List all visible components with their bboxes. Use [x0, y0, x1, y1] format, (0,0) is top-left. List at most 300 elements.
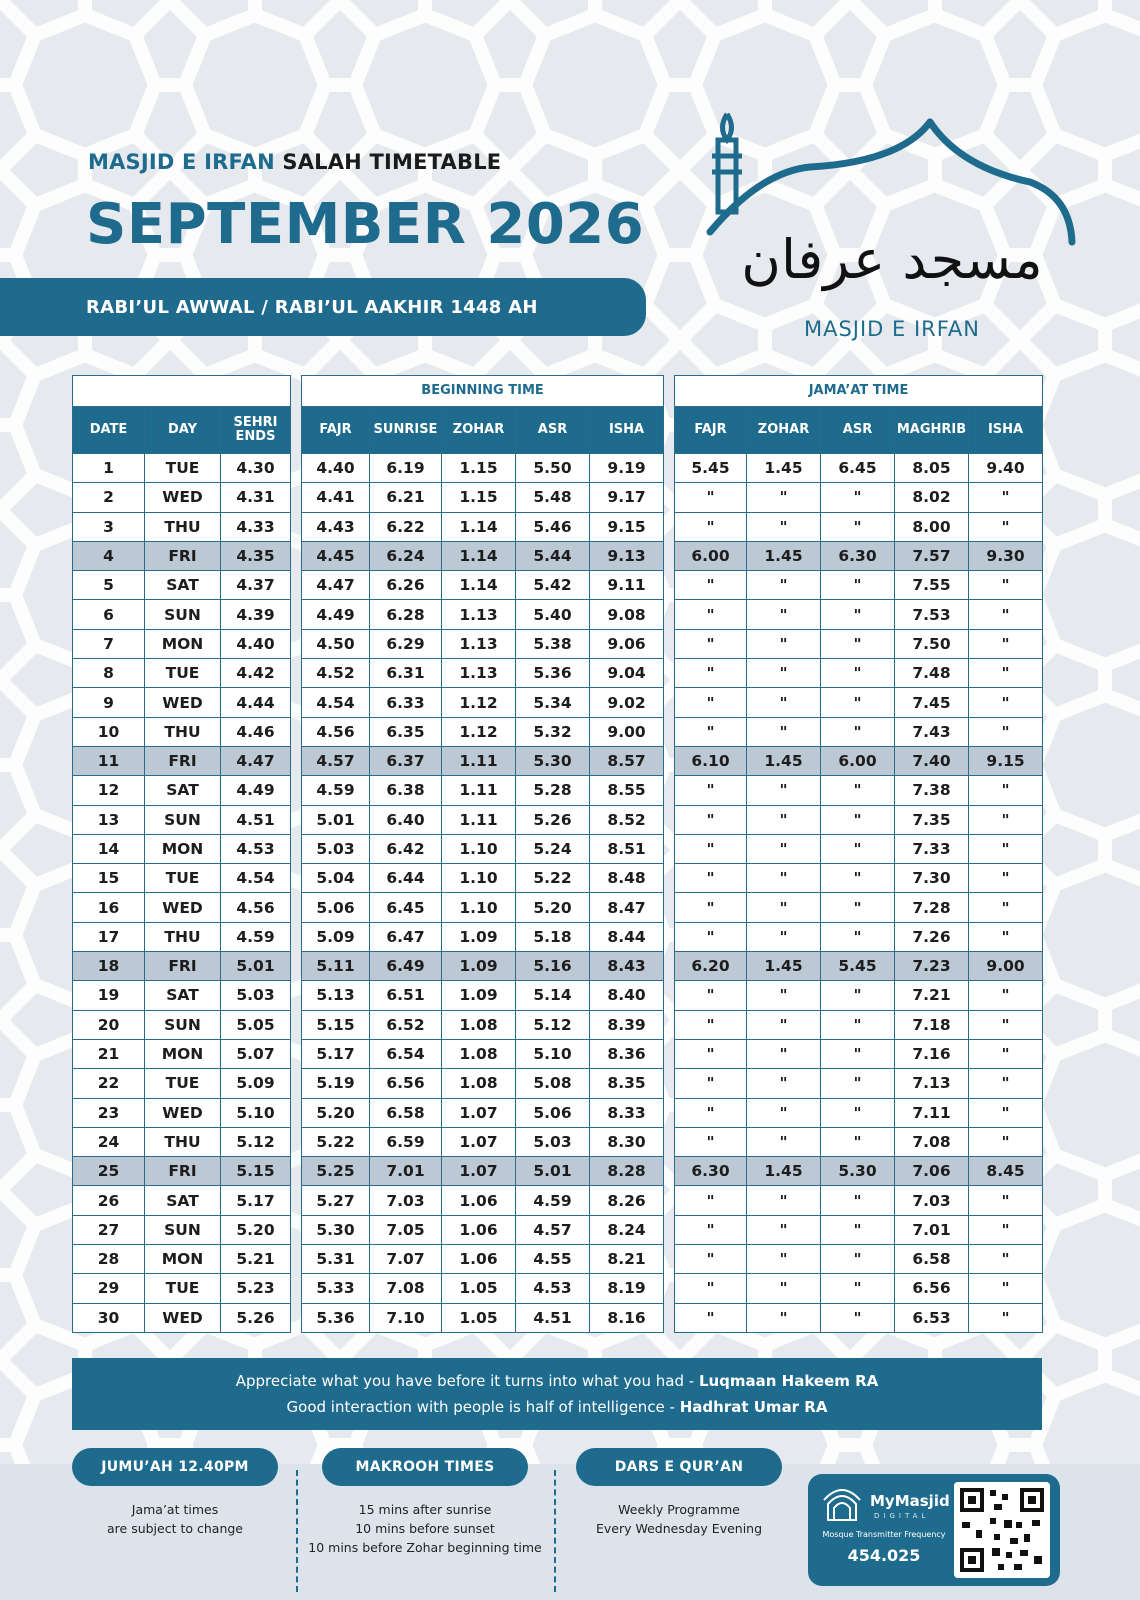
jamaat-zohar-cell: "	[747, 1215, 821, 1244]
day-cell: TUE	[145, 864, 221, 893]
jumuah-note-line-1: Jama’at times	[131, 1502, 219, 1517]
sehri-cell: 5.26	[221, 1303, 291, 1332]
jamaat-isha-cell: "	[969, 1245, 1043, 1274]
zohar-cell: 1.12	[442, 717, 516, 746]
table-row	[675, 659, 1043, 688]
asr-cell: 4.51	[516, 1303, 590, 1332]
sunrise-cell: 7.08	[370, 1274, 442, 1303]
table-row	[675, 1127, 1043, 1156]
day-cell: THU	[145, 1127, 221, 1156]
jamaat-asr-cell: "	[821, 717, 895, 746]
day-cell: SUN	[145, 1010, 221, 1039]
jamaat-zohar-cell: "	[747, 834, 821, 863]
jamaat-maghrib-cell: 7.30	[895, 864, 969, 893]
sehri-cell: 5.01	[221, 952, 291, 981]
makrooh-pill	[322, 1448, 528, 1486]
table-row	[675, 512, 1043, 541]
asr-cell: 5.24	[516, 834, 590, 863]
zohar-cell: 1.08	[442, 1039, 516, 1068]
day-cell: MON	[145, 1039, 221, 1068]
jamaat-isha-cell: 9.00	[969, 952, 1043, 981]
isha-cell: 8.21	[590, 1245, 664, 1274]
jamaat-asr-cell: "	[821, 659, 895, 688]
zohar-cell: 1.06	[442, 1245, 516, 1274]
jamaat-zohar-cell: "	[747, 864, 821, 893]
jamaat-asr-cell: "	[821, 1069, 895, 1098]
isha-cell: 8.51	[590, 834, 664, 863]
dars-pill	[576, 1448, 782, 1486]
fajr-cell: 5.09	[302, 922, 370, 951]
sunrise-cell: 6.58	[370, 1098, 442, 1127]
table-row	[675, 776, 1043, 805]
column-header-zohar: ZOHAR	[442, 407, 516, 454]
jamaat-maghrib-cell: 8.02	[895, 483, 969, 512]
jamaat-maghrib-cell: 7.55	[895, 571, 969, 600]
jamaat-zohar-cell: "	[747, 776, 821, 805]
asr-cell: 4.53	[516, 1274, 590, 1303]
jamaat-fajr-cell: "	[675, 512, 747, 541]
jamaat-fajr-cell: 6.20	[675, 952, 747, 981]
date-cell: 17	[73, 922, 145, 951]
sunrise-cell: 6.33	[370, 688, 442, 717]
jamaat-fajr-cell: "	[675, 1010, 747, 1039]
beginning-time-table	[301, 375, 664, 1333]
sehri-cell: 4.44	[221, 688, 291, 717]
jamaat-maghrib-cell: 7.38	[895, 776, 969, 805]
zohar-cell: 1.15	[442, 454, 516, 483]
jamaat-fajr-cell: "	[675, 893, 747, 922]
table-row	[675, 1157, 1043, 1186]
jamaat-isha-cell: "	[969, 629, 1043, 658]
fajr-cell: 4.45	[302, 541, 370, 570]
table-row	[302, 952, 664, 981]
table-row	[675, 571, 1043, 600]
fajr-cell: 5.20	[302, 1098, 370, 1127]
table-row	[302, 571, 664, 600]
day-cell: SAT	[145, 571, 221, 600]
table-row	[302, 1098, 664, 1127]
jamaat-isha-cell: "	[969, 1098, 1043, 1127]
jamaat-asr-cell: "	[821, 1098, 895, 1127]
table-row	[73, 659, 291, 688]
date-cell: 1	[73, 454, 145, 483]
asr-cell: 4.57	[516, 1215, 590, 1244]
jamaat-asr-cell: "	[821, 629, 895, 658]
jamaat-zohar-cell: "	[747, 893, 821, 922]
table-row	[73, 688, 291, 717]
dars-label: DARS E QUR’AN	[614, 1459, 744, 1475]
column-header-date: DATE	[73, 407, 145, 454]
asr-cell: 5.14	[516, 981, 590, 1010]
jamaat-asr-cell: "	[821, 1127, 895, 1156]
day-cell: WED	[145, 688, 221, 717]
column-header-jamaat-maghrib: MAGHRIB	[895, 407, 969, 454]
jamaat-zohar-cell: "	[747, 659, 821, 688]
jamaat-maghrib-cell: 7.03	[895, 1186, 969, 1215]
jamaat-isha-cell: "	[969, 805, 1043, 834]
zohar-cell: 1.07	[442, 1157, 516, 1186]
sunrise-cell: 6.38	[370, 776, 442, 805]
qr-code-icon[interactable]	[954, 1482, 1050, 1578]
fajr-cell: 5.30	[302, 1215, 370, 1244]
table-row	[675, 1039, 1043, 1068]
sunrise-cell: 6.44	[370, 864, 442, 893]
isha-cell: 8.30	[590, 1127, 664, 1156]
sunrise-cell: 6.26	[370, 571, 442, 600]
jamaat-fajr-cell: "	[675, 981, 747, 1010]
day-cell: THU	[145, 717, 221, 746]
table-row	[73, 541, 291, 570]
date-cell: 14	[73, 834, 145, 863]
jamaat-maghrib-cell: 7.48	[895, 659, 969, 688]
day-cell: WED	[145, 1303, 221, 1332]
date-cell: 11	[73, 746, 145, 775]
table-row	[302, 1157, 664, 1186]
fajr-cell: 5.27	[302, 1186, 370, 1215]
fajr-cell: 4.57	[302, 746, 370, 775]
day-cell: TUE	[145, 454, 221, 483]
day-cell: THU	[145, 922, 221, 951]
table-row	[302, 746, 664, 775]
sunrise-cell: 6.22	[370, 512, 442, 541]
jamaat-isha-cell: "	[969, 893, 1043, 922]
zohar-cell: 1.13	[442, 629, 516, 658]
asr-cell: 5.44	[516, 541, 590, 570]
table-row	[73, 483, 291, 512]
date-cell: 22	[73, 1069, 145, 1098]
jamaat-zohar-cell: "	[747, 1186, 821, 1215]
jamaat-fajr-cell: "	[675, 1098, 747, 1127]
day-cell: SUN	[145, 805, 221, 834]
jamaat-zohar-cell: 1.45	[747, 454, 821, 483]
jamaat-maghrib-cell: 7.18	[895, 1010, 969, 1039]
logo-arabic-text: مسجد عرفان	[741, 228, 1043, 291]
fajr-cell: 5.04	[302, 864, 370, 893]
table-row	[675, 834, 1043, 863]
sunrise-cell: 6.45	[370, 893, 442, 922]
jamaat-zohar-cell: 1.45	[747, 541, 821, 570]
jamaat-asr-cell: "	[821, 688, 895, 717]
jamaat-maghrib-cell: 7.53	[895, 600, 969, 629]
table-row	[675, 600, 1043, 629]
jamaat-asr-cell: 6.45	[821, 454, 895, 483]
jamaat-zohar-cell: "	[747, 1274, 821, 1303]
sunrise-cell: 6.42	[370, 834, 442, 863]
jumuah-note	[72, 1500, 278, 1538]
isha-cell: 8.55	[590, 776, 664, 805]
asr-cell: 5.06	[516, 1098, 590, 1127]
jamaat-isha-cell: "	[969, 600, 1043, 629]
jamaat-maghrib-cell: 7.23	[895, 952, 969, 981]
day-cell: WED	[145, 483, 221, 512]
date-cell: 26	[73, 1186, 145, 1215]
sunrise-cell: 6.51	[370, 981, 442, 1010]
table-row	[675, 805, 1043, 834]
sehri-cell: 4.56	[221, 893, 291, 922]
zohar-cell: 1.15	[442, 483, 516, 512]
table-row	[302, 893, 664, 922]
isha-cell: 9.08	[590, 600, 664, 629]
table-row	[675, 1274, 1043, 1303]
zohar-cell: 1.11	[442, 805, 516, 834]
asr-cell: 5.48	[516, 483, 590, 512]
table-row	[73, 1098, 291, 1127]
table-row	[73, 864, 291, 893]
date-cell: 3	[73, 512, 145, 541]
fajr-cell: 4.40	[302, 454, 370, 483]
jamaat-fajr-cell: "	[675, 1186, 747, 1215]
sunrise-cell: 6.52	[370, 1010, 442, 1039]
jumuah-pill	[72, 1448, 278, 1486]
jamaat-isha-cell: 9.30	[969, 541, 1043, 570]
jamaat-zohar-cell: "	[747, 1245, 821, 1274]
asr-cell: 5.26	[516, 805, 590, 834]
asr-cell: 5.22	[516, 864, 590, 893]
date-cell: 8	[73, 659, 145, 688]
jamaat-fajr-cell: "	[675, 834, 747, 863]
isha-cell: 8.47	[590, 893, 664, 922]
transmitter-frequency-label: Mosque Transmitter Frequency	[822, 1530, 946, 1539]
fajr-cell: 5.11	[302, 952, 370, 981]
isha-cell: 9.19	[590, 454, 664, 483]
sunrise-cell: 7.01	[370, 1157, 442, 1186]
table-row	[73, 1215, 291, 1244]
sehri-cell: 5.15	[221, 1157, 291, 1186]
table-row	[302, 1274, 664, 1303]
asr-cell: 5.32	[516, 717, 590, 746]
asr-cell: 5.46	[516, 512, 590, 541]
sunrise-cell: 6.47	[370, 922, 442, 951]
hijri-months: RABI’UL AWWAL / RABI’UL AAKHIR 1448 AH	[86, 296, 538, 318]
jamaat-maghrib-cell: 7.11	[895, 1098, 969, 1127]
sehri-cell: 5.07	[221, 1039, 291, 1068]
jamaat-maghrib-cell: 7.33	[895, 834, 969, 863]
day-cell: FRI	[145, 952, 221, 981]
date-cell: 27	[73, 1215, 145, 1244]
jamaat-fajr-cell: "	[675, 1303, 747, 1332]
jamaat-fajr-cell: "	[675, 1039, 747, 1068]
day-cell: TUE	[145, 1069, 221, 1098]
sehri-cell: 5.20	[221, 1215, 291, 1244]
jamaat-asr-cell: "	[821, 600, 895, 629]
column-header-day: DAY	[145, 407, 221, 454]
zohar-cell: 1.05	[442, 1303, 516, 1332]
sehri-cell: 4.54	[221, 864, 291, 893]
jamaat-maghrib-cell: 7.16	[895, 1039, 969, 1068]
jamaat-isha-cell: "	[969, 1215, 1043, 1244]
sehri-cell: 4.30	[221, 454, 291, 483]
jamaat-maghrib-cell: 7.57	[895, 541, 969, 570]
fajr-cell: 5.17	[302, 1039, 370, 1068]
dars-note-line-2: Every Wednesday Evening	[595, 1521, 763, 1536]
sehri-cell: 5.21	[221, 1245, 291, 1274]
fajr-cell: 4.50	[302, 629, 370, 658]
fajr-cell: 4.43	[302, 512, 370, 541]
table-row	[73, 600, 291, 629]
jamaat-asr-cell: "	[821, 1039, 895, 1068]
jamaat-isha-cell: "	[969, 688, 1043, 717]
jamaat-asr-cell: "	[821, 1010, 895, 1039]
table-row	[302, 1186, 664, 1215]
table-row	[73, 1303, 291, 1332]
jamaat-maghrib-cell: 7.35	[895, 805, 969, 834]
date-cell: 12	[73, 776, 145, 805]
jamaat-asr-cell: "	[821, 893, 895, 922]
date-cell: 6	[73, 600, 145, 629]
jamaat-maghrib-cell: 7.40	[895, 746, 969, 775]
jamaat-asr-cell: "	[821, 805, 895, 834]
day-cell: FRI	[145, 746, 221, 775]
jamaat-maghrib-cell: 7.13	[895, 1069, 969, 1098]
sehri-cell: 5.05	[221, 1010, 291, 1039]
mymasjid-card	[808, 1474, 1060, 1586]
footer-divider-1	[296, 1470, 298, 1592]
table-row	[675, 1010, 1043, 1039]
day-cell: TUE	[145, 659, 221, 688]
isha-cell: 9.17	[590, 483, 664, 512]
zohar-cell: 1.10	[442, 864, 516, 893]
table-row	[73, 512, 291, 541]
jamaat-zohar-cell: "	[747, 1127, 821, 1156]
jamaat-maghrib-cell: 6.56	[895, 1274, 969, 1303]
jamaat-zohar-cell: "	[747, 717, 821, 746]
isha-cell: 8.26	[590, 1186, 664, 1215]
fajr-cell: 5.31	[302, 1245, 370, 1274]
jamaat-maghrib-cell: 7.28	[895, 893, 969, 922]
jamaat-isha-cell: "	[969, 864, 1043, 893]
page-title: SEPTEMBER 2026	[86, 192, 645, 257]
fajr-cell: 4.47	[302, 571, 370, 600]
makrooh-note	[300, 1500, 550, 1557]
table-row	[73, 1127, 291, 1156]
table-row	[73, 1039, 291, 1068]
column-header-isha: ISHA	[590, 407, 664, 454]
jamaat-asr-cell: "	[821, 981, 895, 1010]
date-cell: 30	[73, 1303, 145, 1332]
sunrise-cell: 6.29	[370, 629, 442, 658]
day-cell: SAT	[145, 776, 221, 805]
table-row	[675, 864, 1043, 893]
column-header-sunrise: SUNRISE	[370, 407, 442, 454]
column-header-jamaat-zohar: ZOHAR	[747, 407, 821, 454]
jamaat-isha-cell: "	[969, 834, 1043, 863]
sehri-cell: 4.33	[221, 512, 291, 541]
table-row	[302, 1215, 664, 1244]
table-row	[302, 1303, 664, 1332]
jamaat-fajr-cell: 6.00	[675, 541, 747, 570]
jamaat-isha-cell: "	[969, 512, 1043, 541]
jamaat-zohar-cell: "	[747, 629, 821, 658]
fajr-cell: 5.15	[302, 1010, 370, 1039]
jamaat-zohar-cell: 1.45	[747, 952, 821, 981]
jamaat-maghrib-cell: 7.21	[895, 981, 969, 1010]
table-row	[675, 981, 1043, 1010]
jamaat-isha-cell: "	[969, 1186, 1043, 1215]
jamaat-isha-cell: "	[969, 571, 1043, 600]
logo-english-text: MASJID E IRFAN	[803, 317, 980, 341]
jamaat-isha-cell: "	[969, 483, 1043, 512]
zohar-cell: 1.13	[442, 659, 516, 688]
asr-cell: 5.18	[516, 922, 590, 951]
fajr-cell: 5.06	[302, 893, 370, 922]
asr-cell: 5.08	[516, 1069, 590, 1098]
jamaat-isha-cell: "	[969, 1069, 1043, 1098]
table-row	[73, 454, 291, 483]
table-row	[302, 864, 664, 893]
jamaat-asr-cell: "	[821, 1186, 895, 1215]
sehri-cell: 4.35	[221, 541, 291, 570]
asr-cell: 5.34	[516, 688, 590, 717]
isha-cell: 8.57	[590, 746, 664, 775]
zohar-cell: 1.05	[442, 1274, 516, 1303]
column-header-fajr: FAJR	[302, 407, 370, 454]
jamaat-zohar-cell: "	[747, 922, 821, 951]
sunrise-cell: 6.59	[370, 1127, 442, 1156]
isha-cell: 8.35	[590, 1069, 664, 1098]
jamaat-isha-cell: 9.40	[969, 454, 1043, 483]
date-cell: 24	[73, 1127, 145, 1156]
fajr-cell: 5.01	[302, 805, 370, 834]
sehri-cell: 4.59	[221, 922, 291, 951]
dars-note	[576, 1500, 782, 1538]
day-cell: SAT	[145, 981, 221, 1010]
asr-cell: 5.30	[516, 746, 590, 775]
sehri-cell: 5.17	[221, 1186, 291, 1215]
zohar-cell: 1.14	[442, 512, 516, 541]
left-group-header	[73, 376, 291, 407]
table-row	[302, 600, 664, 629]
mymasjid-digital: DIGITAL	[874, 1512, 930, 1520]
date-cell: 16	[73, 893, 145, 922]
jamaat-time-table	[674, 375, 1043, 1333]
table-row	[675, 893, 1043, 922]
table-row	[302, 834, 664, 863]
asr-cell: 5.03	[516, 1127, 590, 1156]
jamaat-asr-cell: "	[821, 776, 895, 805]
jamaat-fajr-cell: "	[675, 1215, 747, 1244]
sunrise-cell: 6.35	[370, 717, 442, 746]
jamaat-maghrib-cell: 7.26	[895, 922, 969, 951]
table-row	[302, 454, 664, 483]
fajr-cell: 4.56	[302, 717, 370, 746]
table-row	[73, 571, 291, 600]
asr-cell: 5.50	[516, 454, 590, 483]
date-cell: 25	[73, 1157, 145, 1186]
makrooh-note-line-1: 15 mins after sunrise	[358, 1502, 492, 1517]
jamaat-isha-cell: 8.45	[969, 1157, 1043, 1186]
jamaat-maghrib-cell: 7.08	[895, 1127, 969, 1156]
jamaat-zohar-cell: 1.45	[747, 1157, 821, 1186]
quote-1-author: Luqmaan Hakeem RA	[698, 1372, 879, 1390]
isha-cell: 8.24	[590, 1215, 664, 1244]
asr-cell: 5.38	[516, 629, 590, 658]
table-row	[675, 952, 1043, 981]
table-row	[302, 1245, 664, 1274]
zohar-cell: 1.10	[442, 834, 516, 863]
table-row	[675, 1069, 1043, 1098]
table-row	[675, 1186, 1043, 1215]
jamaat-isha-cell: "	[969, 1274, 1043, 1303]
table-row	[302, 483, 664, 512]
jamaat-time-group-header: JAMA’AT TIME	[675, 376, 1043, 407]
jamaat-fajr-cell: "	[675, 864, 747, 893]
date-cell: 18	[73, 952, 145, 981]
day-cell: MON	[145, 1245, 221, 1274]
date-cell: 7	[73, 629, 145, 658]
date-cell: 4	[73, 541, 145, 570]
makrooh-note-line-3: 10 mins before Zohar beginning time	[308, 1540, 542, 1555]
fajr-cell: 5.03	[302, 834, 370, 863]
